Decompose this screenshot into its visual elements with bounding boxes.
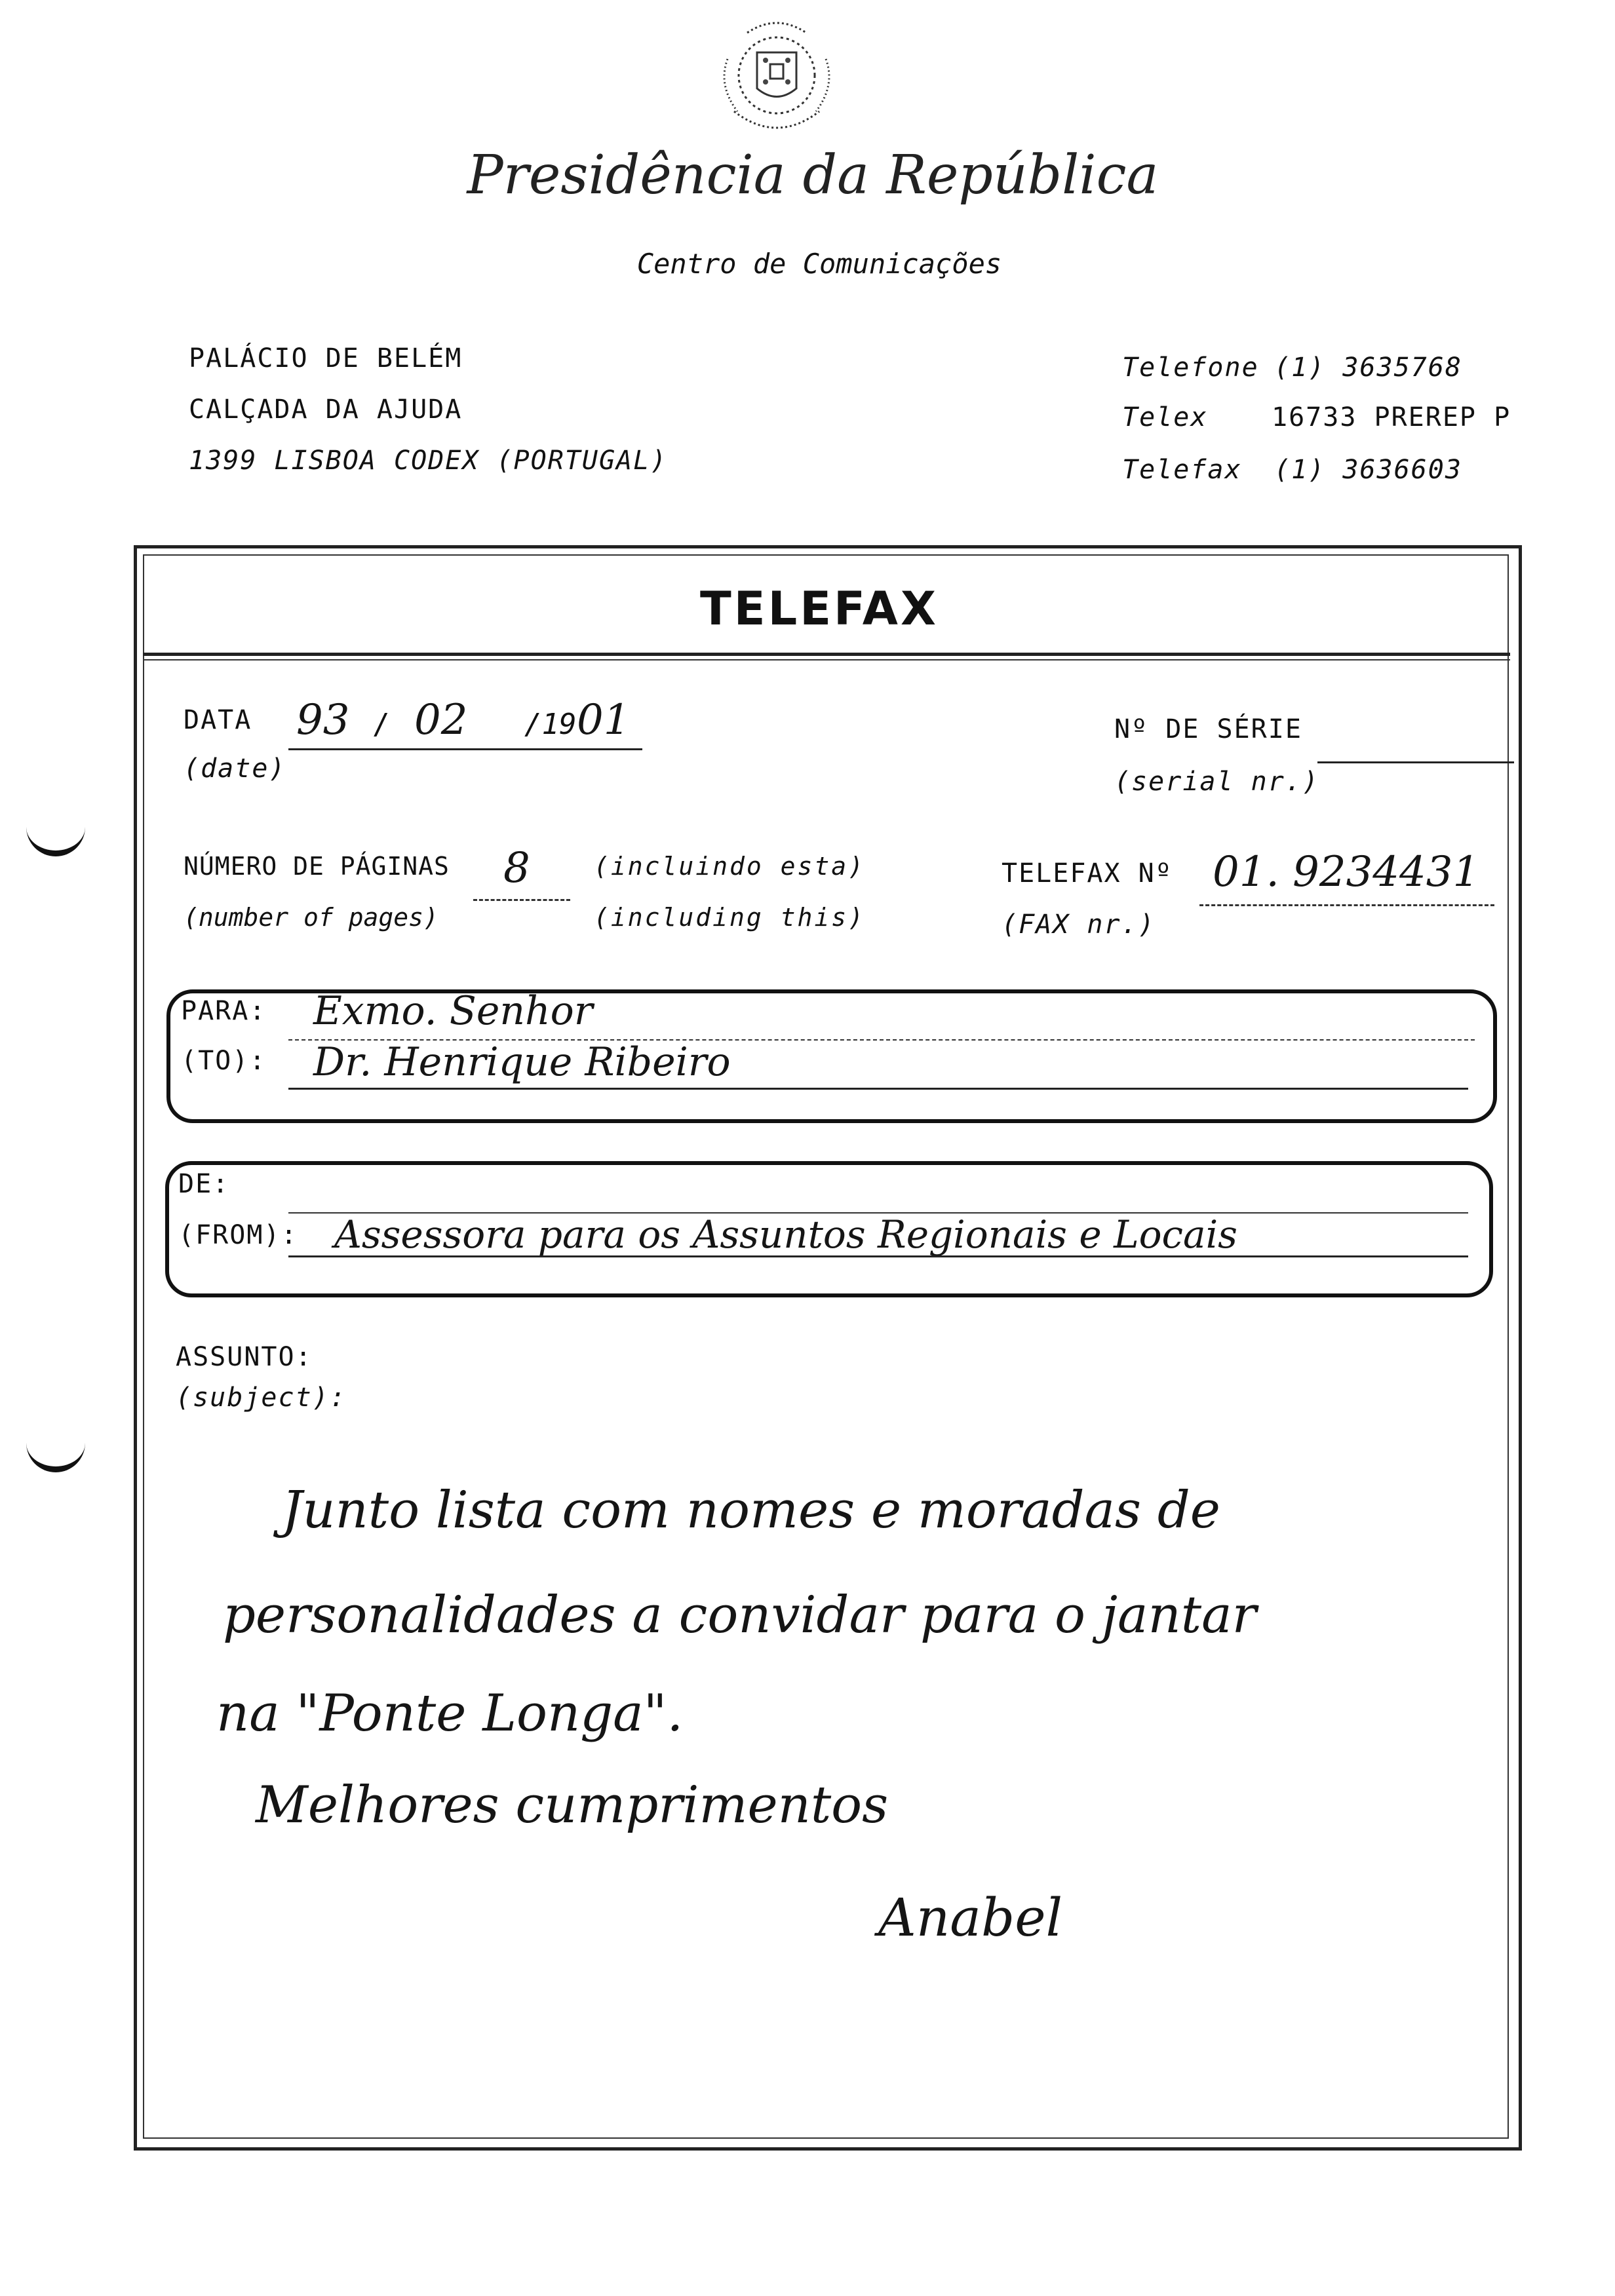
department-name: Centro de Comunicações	[636, 248, 1002, 280]
date-day[interactable]: 93	[296, 696, 350, 744]
date-year[interactable]: 01	[577, 696, 631, 744]
pages-label: NÚMERO DE PÁGINAS	[184, 852, 450, 881]
punch-hole-mark-bottom	[26, 1427, 85, 1472]
serial-label: Nº DE SÉRIE	[1114, 714, 1302, 744]
telephone-value: (1) 3635768	[1274, 353, 1462, 383]
title-divider	[143, 653, 1510, 656]
message-line-2: personalidades a convidar para o jantar	[223, 1586, 1256, 1645]
coat-of-arms-emblem	[708, 13, 846, 138]
institution-name: Presidência da República	[467, 144, 1159, 206]
pages-underline	[473, 899, 570, 901]
telephone-label: Telefone	[1122, 353, 1259, 383]
telefax-value: (1) 3636603	[1274, 455, 1462, 485]
punch-hole-mark-top	[26, 811, 85, 856]
subject-label-en: (subject):	[176, 1383, 347, 1413]
including-label: (incluindo esta)	[594, 852, 866, 881]
from-label: DE:	[178, 1169, 230, 1199]
address-line-3: 1399 LISBOA CODEX (PORTUGAL)	[189, 446, 668, 476]
date-month[interactable]: 02	[414, 696, 468, 744]
message-line-3: na "Ponte Longa".	[216, 1684, 684, 1743]
telefax-label: Telefax	[1122, 455, 1242, 485]
to-label-en: (TO):	[181, 1046, 267, 1076]
including-label-en: (including this)	[594, 903, 866, 932]
pages-value[interactable]: 8	[503, 844, 530, 892]
to-line-1[interactable]: Exmo. Senhor	[313, 988, 593, 1034]
fax-underline	[1199, 904, 1494, 906]
form-title: TELEFAX	[700, 582, 939, 636]
date-label-en: (date)	[184, 754, 286, 784]
date-underline	[288, 748, 642, 750]
fax-label: TELEFAX Nº	[1002, 858, 1173, 889]
fax-label-en: (FAX nr.)	[1002, 909, 1156, 940]
telex-value: 16733 PREREP P	[1272, 402, 1511, 432]
to-underline-1	[288, 1039, 1475, 1041]
title-divider-2	[143, 659, 1510, 660]
subject-label: ASSUNTO:	[176, 1342, 313, 1372]
fax-value[interactable]: 01. 9234431	[1213, 848, 1480, 896]
address-line-1: PALÁCIO DE BELÉM	[189, 343, 463, 373]
serial-underline[interactable]	[1317, 761, 1514, 763]
message-line-1: Junto lista com nomes e moradas de	[282, 1481, 1220, 1540]
from-value[interactable]: Assessora para os Assuntos Regionais e Locais	[334, 1212, 1237, 1257]
from-underline-1	[288, 1212, 1468, 1214]
from-underline-2	[288, 1255, 1468, 1257]
date-separator-2: /19	[524, 708, 577, 741]
telex-label: Telex	[1122, 402, 1208, 432]
date-label: DATA	[184, 705, 252, 735]
date-separator-1: /	[372, 708, 390, 741]
pages-label-en: (number of pages)	[184, 903, 438, 932]
serial-label-en: (serial nr.)	[1114, 767, 1319, 797]
signature: Anabel	[878, 1887, 1063, 1948]
from-label-en: (FROM):	[178, 1220, 298, 1250]
to-label: PARA:	[181, 996, 267, 1026]
to-underline-2	[288, 1088, 1468, 1090]
message-closing: Melhores cumprimentos	[256, 1776, 889, 1835]
to-line-2[interactable]: Dr. Henrique Ribeiro	[313, 1039, 731, 1085]
address-line-2: CALÇADA DA AJUDA	[189, 394, 463, 425]
